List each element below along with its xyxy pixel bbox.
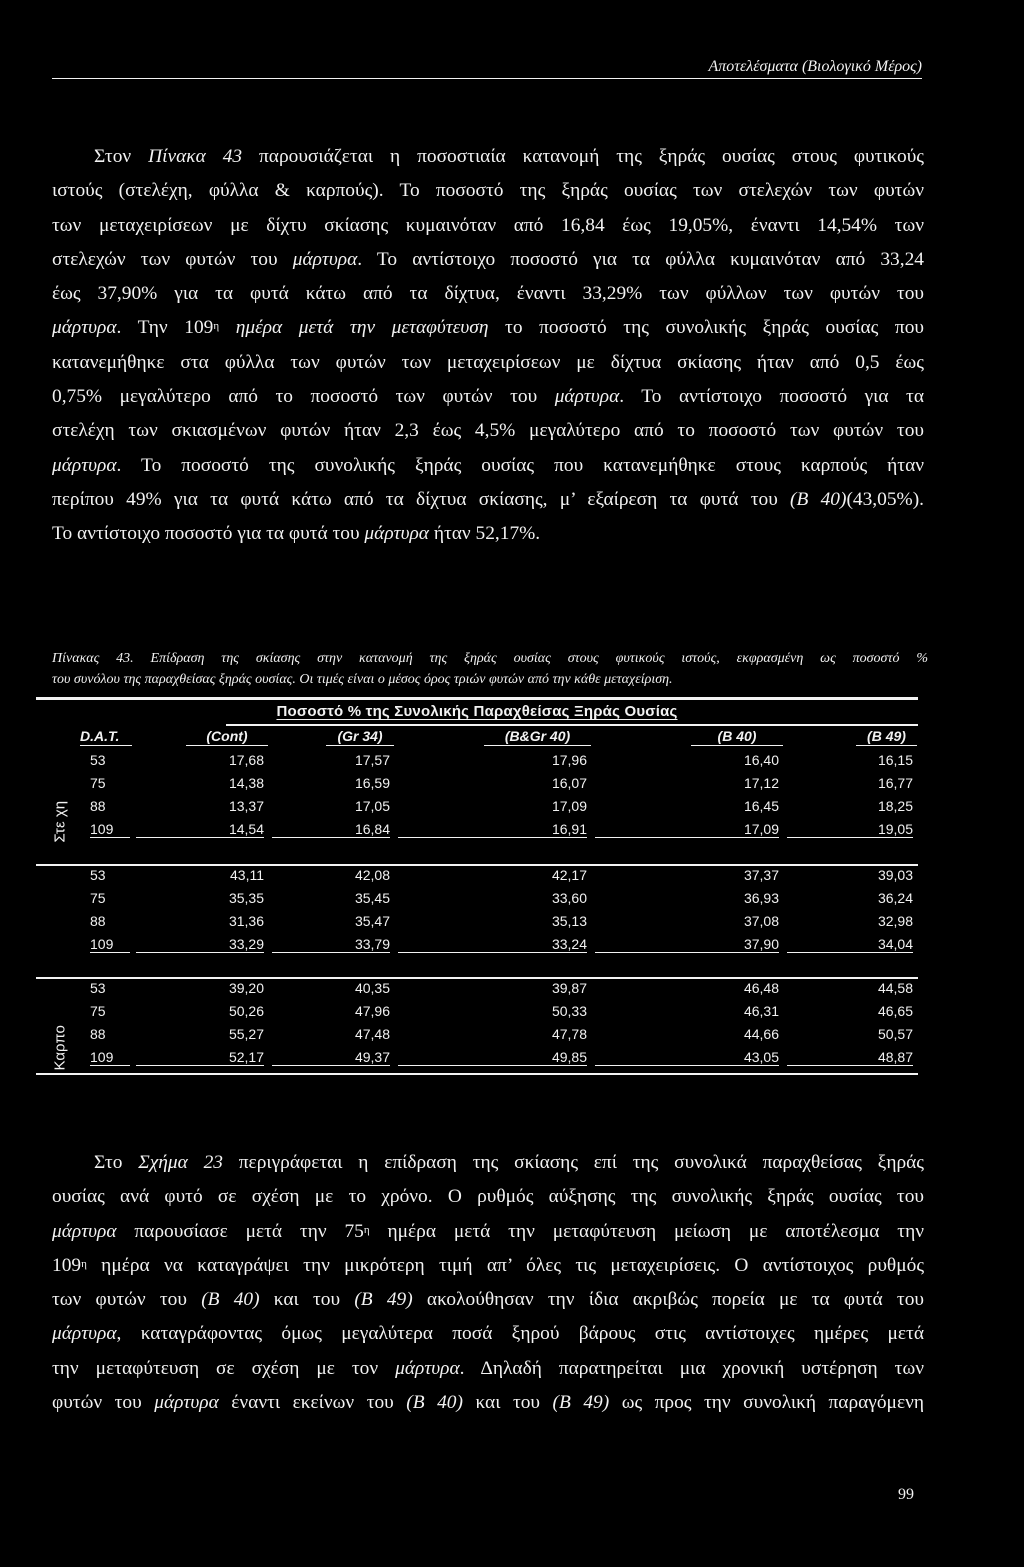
value-cell: 18,25	[877, 798, 913, 814]
italic-term: μάρτυρα	[292, 248, 358, 270]
column-header: D.A.T.	[80, 728, 132, 746]
text-line	[52, 1180, 924, 1214]
italic-term: (Β 49)	[552, 1392, 610, 1414]
text-line	[52, 1352, 924, 1386]
table-title	[36, 703, 918, 720]
day-cell: 53	[90, 752, 106, 768]
text-run: ήταν 52,17%.	[428, 523, 541, 545]
text-line	[52, 483, 924, 517]
italic-term: μάρτυρα	[364, 523, 429, 545]
value-cell: 48,87	[787, 1049, 913, 1066]
text-line	[52, 174, 924, 208]
column-header: (Cont)	[186, 728, 268, 746]
value-cell: 33,79	[272, 936, 390, 953]
text-run: Στο	[94, 1152, 139, 1173]
column-header: (B 40)	[691, 728, 783, 746]
value-cell: 16,15	[877, 752, 913, 768]
italic-term: μάρτυρα	[395, 1357, 460, 1379]
table-row	[36, 775, 918, 797]
ordinal-superscript: η	[213, 320, 220, 333]
value-cell: 39,20	[228, 980, 264, 996]
table-caption	[52, 648, 928, 690]
value-cell: 33,24	[398, 936, 587, 953]
value-cell: 17,09	[595, 821, 779, 838]
text-run: ημέρα να καταγράψει την μικρότερη τιμή απ’ όλες τις μεταχειρίσεις. Ο αντίστοιχος ρυθμός	[86, 1254, 924, 1276]
table-header-rule	[226, 724, 918, 726]
table-row	[36, 1026, 918, 1048]
table-row	[36, 1003, 918, 1025]
text-run: 0,75% μεγαλύτερο από το ποσοστό των φυτών του	[52, 386, 555, 408]
value-cell: 17,57	[354, 752, 390, 768]
value-cell: 17,96	[551, 752, 587, 768]
value-cell: 33,60	[551, 890, 587, 906]
text-run: έως 37,90% για τα φυτά κάτω από τα δίχτυα, έναντι 33,29% των φύλλων των φυτών του	[52, 283, 924, 305]
table-row	[36, 821, 918, 843]
table-row	[36, 936, 918, 958]
group-separator-rule	[36, 977, 918, 979]
value-cell: 49,37	[272, 1049, 390, 1066]
text-run: 109	[52, 1254, 82, 1276]
column-header: (B 49)	[856, 728, 917, 746]
day-cell: 88	[90, 1026, 106, 1042]
text-run: (43,05%).	[846, 488, 924, 510]
value-cell: 32,98	[877, 913, 913, 929]
column-header: (B&Gr 40)	[484, 728, 591, 746]
text-line	[52, 1215, 924, 1249]
value-cell: 46,65	[877, 1003, 913, 1019]
value-cell: 16,84	[272, 821, 390, 838]
italic-term: μάρτυρα	[52, 1220, 117, 1242]
value-cell: 46,31	[743, 1003, 779, 1019]
text-run: ακολούθησαν την ίδια ακριβώς πορεία με τα φυτά του	[412, 1289, 924, 1311]
table-row	[36, 980, 918, 1002]
value-cell: 34,04	[787, 936, 913, 953]
italic-term: (Β 40)	[790, 488, 847, 510]
value-cell: 14,54	[136, 821, 264, 838]
value-cell: 35,45	[354, 890, 390, 906]
value-cell: 16,77	[877, 775, 913, 791]
value-cell: 16,07	[551, 775, 587, 791]
running-header-text: Αποτελέσματα (Βιολογικό Μέρος)	[708, 58, 922, 75]
value-cell: 35,47	[354, 913, 390, 929]
value-cell: 17,09	[551, 798, 587, 814]
value-cell: 46,48	[743, 980, 779, 996]
ordinal-superscript: η	[81, 1257, 87, 1270]
text-run: κατανεμήθηκε στα φύλλα των φυτών των μεταχειρίσεων με δίχτυα σκίασης ήταν από 0,5 έως	[52, 351, 924, 373]
value-cell: 42,17	[551, 867, 587, 883]
table-row	[36, 913, 918, 935]
text-run: παρουσίασε μετά την 75	[116, 1220, 364, 1242]
day-cell: 109	[90, 821, 130, 838]
text-line	[52, 311, 924, 345]
text-line	[52, 346, 924, 380]
value-cell: 49,85	[398, 1049, 587, 1066]
value-cell: 14,38	[228, 775, 264, 791]
value-cell: 44,58	[877, 980, 913, 996]
text-line	[52, 380, 924, 414]
table-title-text: Ποσοστό % της Συνολικής Παραχθείσας Ξηράς Ουσίας	[276, 703, 678, 720]
paragraph-table43-description	[52, 140, 924, 552]
text-line	[52, 517, 924, 551]
value-cell: 17,05	[354, 798, 390, 814]
italic-term: μάρτυρα	[52, 317, 117, 339]
text-run: ουσίας ανά φυτό σε σχέση με το χρόνο. Ο ρυθμός αύξησης της συνολικής ξηράς ουσίας του	[52, 1186, 924, 1208]
text-run: στελέχη των σκιασμένων φυτών ήταν 2,3 έως 4,5% μεγαλύτερο από το ποσοστό των φυτών του	[52, 420, 924, 442]
value-cell: 35,13	[551, 913, 587, 929]
text-line	[52, 1386, 924, 1420]
value-cell: 39,03	[877, 867, 913, 883]
text-run: και του	[462, 1392, 553, 1414]
italic-term: μάρτυρα	[154, 1392, 219, 1414]
table-header-row	[36, 728, 918, 748]
table-row	[36, 752, 918, 774]
text-run: ημέρα μετά την μεταφύτευση μείωση με αποτέλεσμα την	[369, 1220, 924, 1242]
paragraph-figure23-description	[52, 1146, 924, 1420]
text-run: το ποσοστό της συνολικής ξηράς ουσίας που	[488, 317, 924, 339]
value-cell: 50,26	[228, 1003, 264, 1019]
day-cell: 75	[90, 1003, 106, 1019]
value-cell: 44,66	[743, 1026, 779, 1042]
value-cell: 55,27	[228, 1026, 264, 1042]
column-header: (Gr 34)	[326, 728, 394, 746]
text-run: περιγράφεται η επίδραση της σκίασης επί της συνολικά παραχθείσας ξηράς	[222, 1152, 924, 1173]
day-cell: 109	[90, 1049, 130, 1066]
value-cell: 31,36	[228, 913, 264, 929]
value-cell: 16,40	[743, 752, 779, 768]
text-run: περίπου 49% για τα φυτά κάτω από τα δίχτυα σκίασης, μ’ εξαίρεση τα φυτά του	[52, 488, 791, 510]
ordinal-superscript: η	[363, 1223, 370, 1236]
text-line	[52, 1283, 924, 1317]
text-run: . Δηλαδή παρατηρείται μια χρονική υστέρηση των	[459, 1357, 924, 1379]
text-line	[52, 414, 924, 448]
text-line	[52, 243, 924, 277]
row-group-label: Στε χη	[51, 800, 69, 843]
text-run: φυτών του	[52, 1392, 155, 1414]
group-separator-rule	[36, 1073, 918, 1075]
row-group-label: Καρπο	[51, 1025, 69, 1071]
italic-term: μάρτυρα	[52, 1323, 117, 1345]
value-cell: 42,08	[354, 867, 390, 883]
value-cell: 17,12	[743, 775, 779, 791]
text-run: των μεταχειρίσεων με δίχτυ σκίασης κυμαινόταν από 16,84 έως 19,05%, έναντι 14,54% των	[52, 214, 924, 236]
value-cell: 36,24	[877, 890, 913, 906]
value-cell: 50,33	[551, 1003, 587, 1019]
day-cell: 109	[90, 936, 130, 953]
day-cell: 88	[90, 798, 106, 814]
table-row	[36, 1049, 918, 1071]
text-run: . Την 109	[116, 317, 214, 339]
text-run: . Το αντίστοιχο ποσοστό για τα φύλλα κυμαινόταν από 33,24	[357, 248, 924, 270]
italic-term: μάρτυρα	[554, 386, 620, 408]
text-run: την μεταφύτευση σε σχέση με τον	[52, 1357, 396, 1379]
value-cell: 39,87	[551, 980, 587, 996]
text-run: έναντι εκείνων του	[218, 1392, 407, 1414]
text-run: ως προς την συνολική παραγόμενη	[609, 1392, 924, 1414]
text-line	[52, 449, 924, 483]
italic-term: (Β 40)	[201, 1289, 260, 1311]
text-run	[219, 317, 236, 338]
text-run: . Το αντίστοιχο ποσοστό για τα	[619, 386, 924, 408]
value-cell: 37,90	[595, 936, 779, 953]
text-line	[52, 1146, 924, 1180]
value-cell: 13,37	[228, 798, 264, 814]
value-cell: 19,05	[787, 821, 913, 838]
value-cell: 16,91	[398, 821, 587, 838]
text-line	[52, 209, 924, 243]
caption-line-1: Πίνακας 43. Επίδραση της σκίασης στην κατανομή της ξηράς ουσίας στους φυτικούς ιστούς, εκφρασμένη ως ποσοστό %	[52, 651, 928, 666]
text-run: Στον	[94, 146, 149, 167]
day-cell: 75	[90, 775, 106, 791]
value-cell: 43,11	[230, 867, 264, 883]
text-run: , καταγράφοντας όμως μεγαλύτερα ποσά ξηρού βάρους στις αντίστοιχες ημέρες μετά	[116, 1323, 924, 1345]
value-cell: 40,35	[354, 980, 390, 996]
italic-term: (Β 49)	[354, 1289, 413, 1311]
value-cell: 33,29	[136, 936, 264, 953]
caption-line-2: του συνόλου της παραχθείσας ξηράς ουσίας. Οι τιμές είναι ο μέσος όρος τριών φυτών από την κάθε μεταχείριση.	[52, 672, 673, 687]
text-line	[52, 1317, 924, 1351]
value-cell: 16,45	[743, 798, 779, 814]
text-line	[52, 140, 924, 174]
italic-term: μάρτυρα	[52, 454, 117, 476]
table-top-rule	[36, 697, 918, 700]
running-header	[52, 58, 922, 79]
value-cell: 47,96	[354, 1003, 390, 1019]
text-run: στελεχών των φυτών του	[52, 248, 293, 270]
day-cell: 53	[90, 980, 106, 996]
value-cell: 47,78	[551, 1026, 587, 1042]
value-cell: 47,48	[354, 1026, 390, 1042]
value-cell: 36,93	[743, 890, 779, 906]
page-number: 99	[898, 1486, 914, 1503]
group-separator-rule	[36, 864, 918, 866]
day-cell: 53	[90, 867, 106, 883]
italic-term: (Β 40)	[406, 1392, 463, 1414]
value-cell: 35,35	[228, 890, 264, 906]
text-run: των φυτών του	[52, 1289, 202, 1311]
value-cell: 50,57	[877, 1026, 913, 1042]
value-cell: 17,68	[228, 752, 264, 768]
italic-term: ημέρα μετά την μεταφύτευση	[235, 317, 489, 339]
text-run: και του	[259, 1289, 355, 1311]
text-line	[52, 1249, 924, 1283]
table-row	[36, 890, 918, 912]
value-cell: 37,08	[743, 913, 779, 929]
value-cell: 43,05	[595, 1049, 779, 1066]
value-cell: 52,17	[136, 1049, 264, 1066]
day-cell: 88	[90, 913, 106, 929]
day-cell: 75	[90, 890, 106, 906]
text-line	[52, 277, 924, 311]
text-run: Το αντίστοιχο ποσοστό για τα φυτά του	[52, 523, 365, 545]
table-row	[36, 798, 918, 820]
text-run: . Το ποσοστό της συνολικής ξηράς ουσίας που κατανεμήθηκε στους καρπούς ήταν	[116, 454, 924, 476]
value-cell: 16,59	[354, 775, 390, 791]
value-cell: 37,37	[743, 867, 779, 883]
table-row	[36, 867, 918, 889]
text-run: παρουσιάζεται η ποσοστιαία κατανομή της ξηράς ουσίας στους φυτικούς	[242, 146, 924, 167]
italic-term: Πίνακα 43	[148, 146, 243, 167]
italic-term: Σχήμα 23	[138, 1152, 223, 1173]
text-run: ιστούς (στελέχη, φύλλα & καρπούς). Το ποσοστό της ξηράς ουσίας των στελεχών των φυτών	[52, 180, 924, 202]
